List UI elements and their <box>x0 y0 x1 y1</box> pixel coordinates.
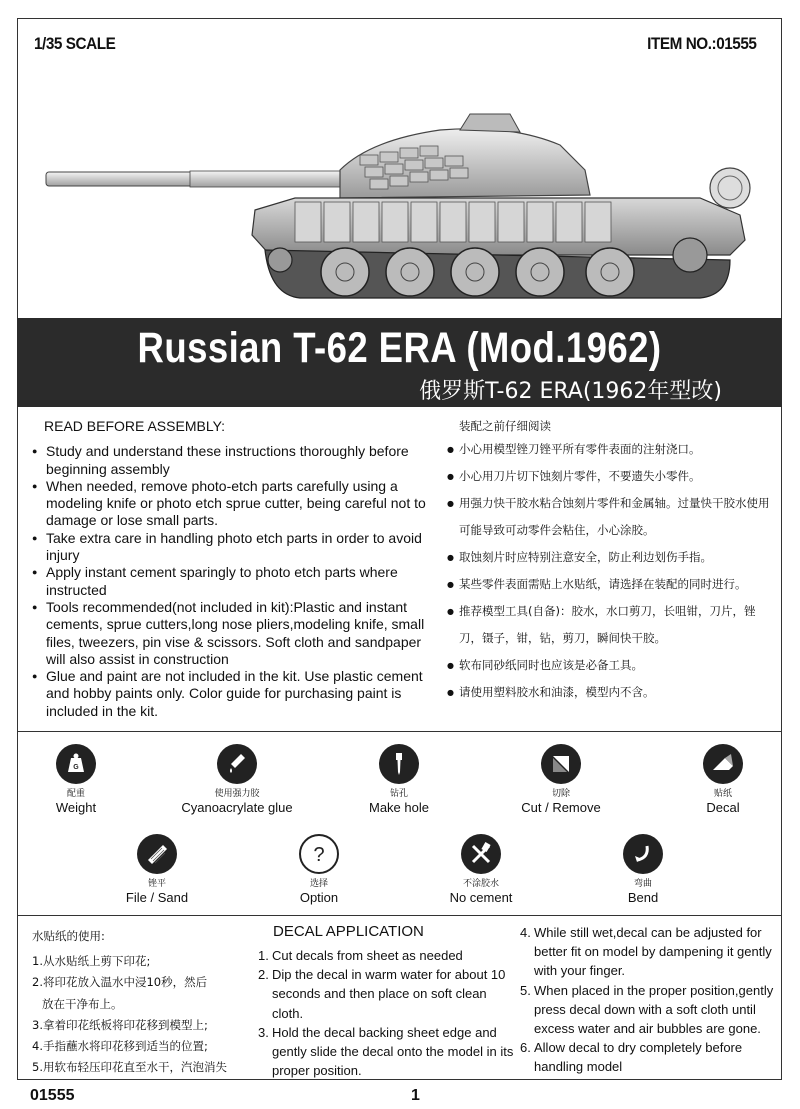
symbol-no-cement: 不涂胶水 No cement <box>416 834 546 905</box>
bend-icon <box>629 840 657 868</box>
symbol-bend: 弯曲 Bend <box>578 834 708 905</box>
decal-cn-step: 1.从水贴纸上剪下印花; <box>32 954 151 969</box>
decal-cn-heading: 水贴纸的使用: <box>32 929 105 943</box>
title-banner <box>17 318 782 407</box>
item-number: ITEM NO.:01555 <box>646 34 756 53</box>
footer-item-number: 01555 <box>30 1087 75 1104</box>
decal-step: 5. When placed in the proper position,gently press decal down with a soft cloth until excess water and air bubbles are gone. <box>520 982 774 1037</box>
decal-application-steps-2 <box>520 923 780 1077</box>
make-hole-icon <box>385 750 413 778</box>
weight-icon <box>62 750 90 778</box>
read-before-assembly-cn <box>445 418 775 706</box>
decal-cn-step: 放在干净布上。 <box>42 996 123 1011</box>
symbol-cut-remove: 切除 Cut / Remove <box>496 744 626 815</box>
section-divider <box>17 915 782 916</box>
cut-remove-icon <box>547 750 575 778</box>
symbol-decal: 贴纸 Decal <box>658 744 788 815</box>
read-item: ● Study and understand these instructions thoroughly before beginning assembly <box>30 443 440 478</box>
symbol-make-hole: 钻孔 Make hole <box>334 744 464 815</box>
symbol-option: ? 选择 Option <box>254 834 384 905</box>
read-item: ● When needed, remove photo-etch parts carefully using a modeling knife or photo etch sprue cutter, being careful not to damage or lose small parts. <box>30 478 440 530</box>
title-chinese: 俄罗斯T-62 ERA(1962年型改) <box>419 379 722 404</box>
svg-text:?: ? <box>313 844 325 866</box>
decal-icon <box>709 750 737 778</box>
read-item: ● Glue and paint are not included in the kit. Use plastic cement and hobby paints only. Color guide for purchasing paint is included in the kit. <box>30 668 440 720</box>
decal-step: 2. Dip the decal in warm water for about 10 seconds and then place on soft clean cloth. <box>258 967 506 1021</box>
decal-step: 1. Cut decals from sheet as needed <box>258 948 463 963</box>
decal-application-cn <box>32 926 227 1078</box>
title-english: Russian T-62 ERA (Mod.1962) <box>137 324 662 372</box>
read-item-cn: ● 小心用刀片切下蚀刻片零件，不要遗失小零件。 <box>445 463 775 490</box>
read-item-cn: ● 请使用塑料胶水和油漆，模型内不含。 <box>445 679 775 706</box>
read-item-cn: ● 取蚀刻片时应特别注意安全，防止利边划伤手指。 <box>445 544 775 571</box>
read-item-cn: ● 某些零件表面需贴上水贴纸，请选择在装配的同时进行。 <box>445 571 775 598</box>
read-item: ● Apply instant cement sparingly to photo etch parts where instructed <box>30 564 440 599</box>
read-before-heading: READ BEFORE ASSEMBLY: <box>44 418 226 434</box>
cyanoacrylate-glue-icon <box>223 750 251 778</box>
read-item: ● Take extra care in handling photo etch parts in order to avoid injury <box>30 530 440 565</box>
decal-cn-step: 3.拿着印花纸板将印花移到模型上; <box>32 1017 208 1032</box>
read-item-cn: ● 用强力快干胶水粘合蚀刻片零件和金属轴。过量快干胶水使用可能导致可动零件会粘住，小心涂胶。 <box>445 490 775 544</box>
decal-cn-step: 5.用软布轻压印花直至水干，汽泡消失 <box>32 1060 227 1075</box>
read-item: ● Tools recommended(not included in kit):Plastic and instant cements, sprue cutters,long nose pliers,modeling knife, small files, tweezers, pin vise & scissors. Soft cloth and sandpaper will also assist in construction <box>30 599 440 668</box>
no-cement-icon <box>467 840 495 868</box>
decal-cn-step: 2.将印花放入温水中浸10秒，然后 <box>32 975 208 990</box>
scale-label: 1/35 SCALE <box>34 34 116 53</box>
read-before-assembly-en <box>30 418 440 720</box>
read-item-cn: ● 小心用模型锉刀锉平所有零件表面的注射浇口。 <box>445 436 775 463</box>
decal-step: 3. Hold the decal backing sheet edge and gently slide the decal onto the model in its proper position. <box>258 1024 514 1079</box>
decal-step: 4. While still wet,decal can be adjusted for better fit on model by dampening it gently with your finger. <box>520 925 772 979</box>
symbol-cyanoacrylate-glue: 使用强力胶 Cyanoacrylate glue <box>172 744 302 815</box>
tank-illustration <box>40 100 780 310</box>
read-item-cn: ● 软布同砂纸同时也应该是必备工具。 <box>445 652 775 679</box>
option-icon <box>305 840 333 868</box>
read-before-heading-cn: 装配之前仔细阅读 <box>459 419 551 433</box>
page-number: 1 <box>411 1087 420 1104</box>
read-item-cn: ● 推荐模型工具(自备)：胶水，水口剪刀，长咀钳，刀片，锉刀，镊子，钳，钻，剪刀，瞬间快干胶。 <box>445 598 775 652</box>
decal-cn-step: 4.手指蘸水将印花移到适当的位置; <box>32 1039 208 1054</box>
decal-step: 6. Allow decal to dry completely before handling model <box>520 1040 743 1075</box>
symbol-weight: G 配重 Weight <box>11 744 141 815</box>
file-sand-icon <box>143 840 171 868</box>
decal-application-steps-1 <box>258 946 520 1080</box>
decal-application-heading: DECAL APPLICATION <box>273 923 424 940</box>
section-divider <box>17 731 782 732</box>
symbol-file-sand: 锉平 File / Sand <box>92 834 222 905</box>
svg-text:G: G <box>73 764 79 771</box>
